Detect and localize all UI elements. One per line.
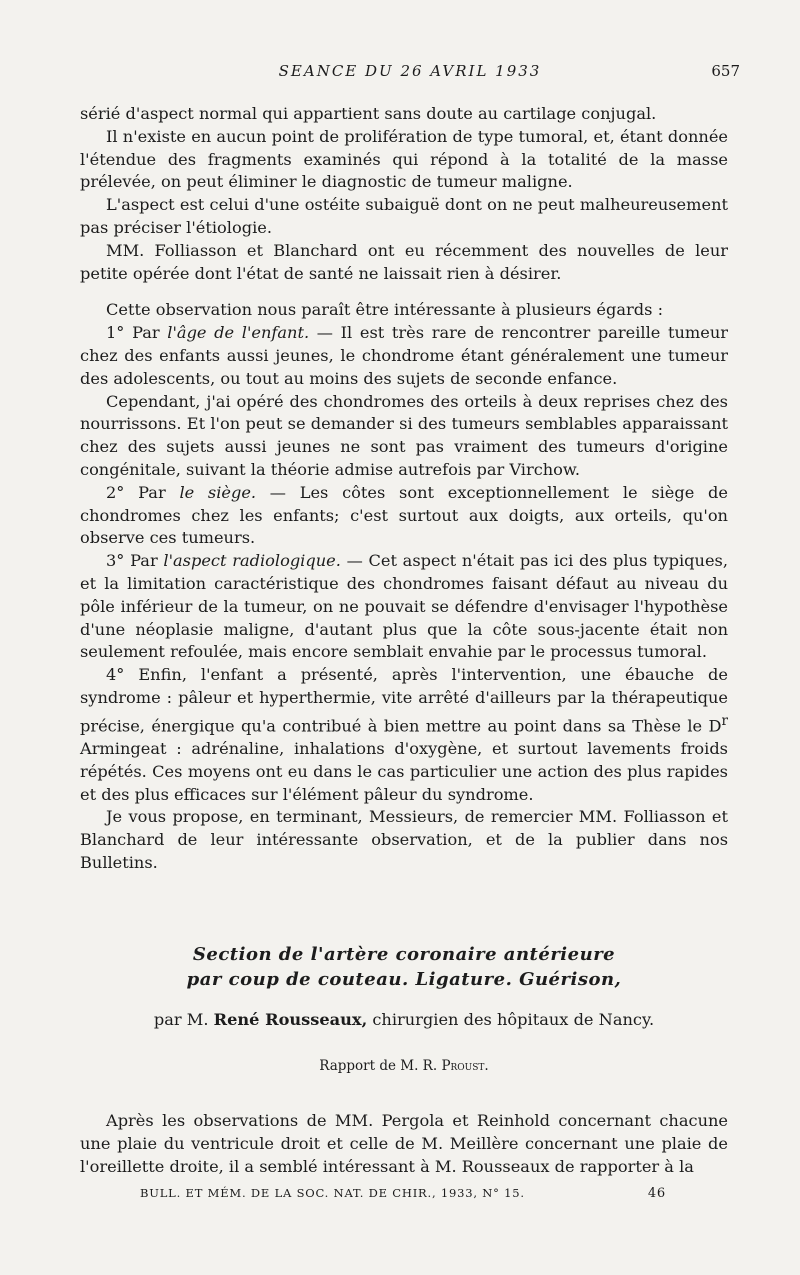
point-4 [80,664,728,806]
paragraph: L'aspect est celui d'une ostéite subaiguë dont on ne peut malheureusement pas préciser l'étiologie. [80,195,728,237]
point-label: Par [130,551,164,571]
point-number: 4° [106,665,125,685]
paragraph: Après les observations de MM. Pergola et Reinhold concernant chacune une plaie du ventricule droit et celle de M. Meillère concernant une plaie de l'oreillette droite, il a semblé intéressant à M. Rousseaux de rapporter à la [80,1111,728,1176]
point-number: 2° [106,482,125,502]
section-title [80,942,728,992]
paragraph: Cependant, j'ai opéré des chondromes des orteils à deux reprises chez des nourrissons. Et l'on peut se demander si des tumeurs semblables apparaissant chez des sujets aussi jeunes ne sont pas vraiment des tumeurs d'origine congénitale, suivant la théorie admise autrefois par Virchow. [80,391,728,479]
point-label: Par [138,482,180,502]
point-1 [80,322,728,390]
point-title: l'âge de l'enfant. [167,323,310,343]
point-text: — Cet aspect n'était pas ici des plus typiques, et la limitation caractéristique des chondromes faisant défaut au niveau du pôle inférieur de la tumeur, on ne pouvait se défendre d'envisager l'hypothèse d'une néoplasie maligne, d'autant plus que la côte sous-jacente était non seulement refoulée, mais encore semblait envahie par le processus tumoral. [80,551,728,662]
reporter-name: Proust. [441,1058,489,1074]
closing-paragraph: Je vous propose, en terminant, Messieurs, de remercier MM. Folliasson et Blanchard de leur intéressante observation, et de la publier dans nos Bulletins. [80,807,728,872]
page-header [80,62,740,86]
point-text: — Il est très rare de rencontrer pareille tumeur chez des enfants aussi jeunes, le chondrome étant généralement une tumeur des adolescents, ou tout au moins des sujets de seconde enfance. [80,323,729,388]
point-3 [80,550,728,664]
section-title-line: par coup de couteau. Ligature. Guérison, [186,969,622,990]
point-text: — Les côtes sont exceptionnellement le siège de chondromes chez les enfants; c'est surtout aux doigts, aux orteils, qu'on observe ces tumeurs. [80,482,728,548]
point-title: le siège. [179,482,257,502]
superscript: r [721,712,728,729]
byline-prefix: par M. [153,1010,214,1029]
point-label: Par [132,323,168,343]
point-title: l'aspect radiologique. [163,551,341,571]
point-text-continued: Armingeat : adrénaline, inhalations d'oxygène, et surtout lavements froids répétés. Ces moyens ont eu dans le cas particulier une action des plus rapides et des plus efficaces sur l'élément pâleur du syndrome. [80,738,728,804]
author-name: René Rousseaux, [213,1010,368,1029]
report-line [80,1058,728,1074]
paragraph: Il n'existe en aucun point de prolifération de type tumoral, et, étant donnée l'étendue des fragments examinés qui répond à la totalité de la masse prélevée, on peut éliminer le diagnostic de tumeur maligne. [80,126,728,192]
signature-mark: 46 [647,1186,666,1201]
page-footer [140,1186,666,1206]
point-2 [80,482,728,550]
paragraph: MM. Folliasson et Blanchard ont eu récemment des nouvelles de leur petite opérée dont l'état de santé ne laissait rien à désirer. [80,240,728,283]
section-text [80,1110,728,1178]
section-title-line: Section de l'artère coronaire antérieure [192,944,616,965]
paragraph: sérié d'aspect normal qui appartient sans doute au cartilage conjugal. [80,104,657,123]
paragraph: Cette observation nous paraît être intéressante à plusieurs égards : [106,300,664,320]
point-text: Enfin, l'enfant a présenté, après l'intervention, une ébauche de syndrome : pâleur et hyperthermie, vite arrêté d'ailleurs par la thérapeutique précise, énergique qu'a contribué à bien mettre au point dans sa Thèse le D [80,665,728,736]
point-number: 1° [106,323,125,343]
byline [80,1010,728,1029]
byline-suffix: chirurgien des hôpitaux de Nancy. [367,1010,655,1029]
main-text [80,103,728,875]
report-prefix: Rapport de M. R. [319,1058,442,1074]
page-number: 657 [711,62,740,80]
point-number: 3° [106,551,125,571]
running-head: SEANCE DU 26 AVRIL 1933 [278,62,542,80]
journal-reference: BULL. ET MÉM. DE LA SOC. NAT. DE CHIR., 1933, N° 15. [140,1186,525,1200]
